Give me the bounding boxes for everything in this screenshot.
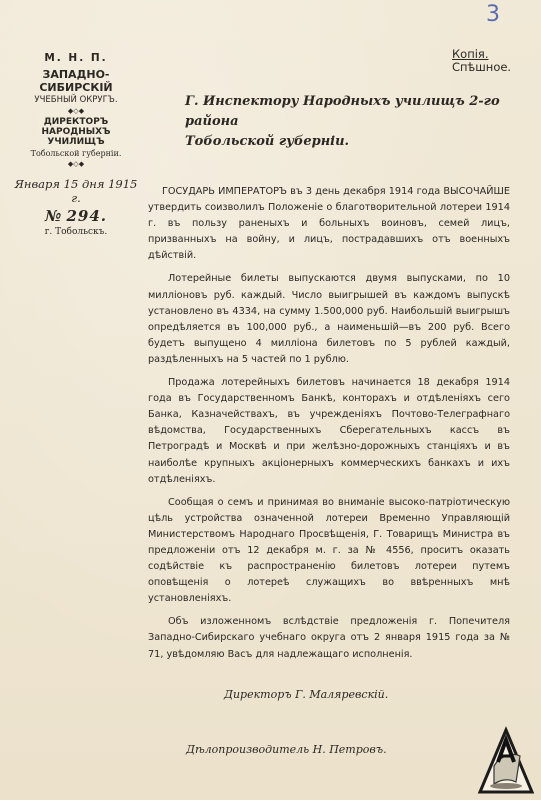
archive-page-number: 3	[486, 2, 500, 27]
city-name: г. Тобольскъ.	[44, 227, 108, 237]
addressee	[185, 92, 525, 152]
paragraph-2: Лотерейные билеты выпускаются двумя выпусками, по 10 милліоновъ руб. каждый. Число выигрышей въ каждомъ выпускѣ установлено въ 4334, на сумму 1.500,000 руб. Наибольшій выигрышъ опредѣляется въ 100,000 руб., а наименьшій—въ 200 руб. Всего будетъ выпущено 4 милліона билетовъ по 5 рублей каждый, раздѣленныхъ на 5 частей по 1 рублю.	[148, 273, 510, 365]
district-name: ЗАПАДНО-СИБИРСКІЙ	[39, 68, 113, 94]
paragraph-1: ГОСУДАРЬ ИМПЕРАТОРЪ въ 3 день декабря 1914 года ВЫСОЧАЙШЕ утвердить соизволилъ Положеніе о благотворительной лотереи 1914 г. въ пользу раненыхъ и больныхъ воиновъ, семей лицъ, призванныхъ на войну, и лицъ, пострадавшихъ отъ военныхъ дѣйствій.	[148, 186, 510, 262]
province-name: Тобольской губерніи.	[30, 149, 122, 158]
paragraph-4: Сообщая о семъ и принимая во вниманіе высоко-патріотическую цѣль устройства означенной лотереи Временно Управляющій Министерствомъ Народнаго Просвѣщенія, Г. Товарищъ Министра въ предложеніи отъ 12 декабря м. г. за № 4556, проситъ оказать содѣйствіе къ распространенію билетовъ лотереи путемъ оповѣщенія о лотереѣ служащихъ во ввѣренныхъ мнѣ установленіяхъ.	[148, 496, 510, 605]
document-number	[14, 207, 138, 225]
paragraph-5: Объ изложенномъ вслѣдствіе предложенія г. Попечителя Западно-Сибирскаго учебнаго округа отъ 2 января 1915 года за № 71, увѣдомляю Васъ для надлежащаго исполненія.	[148, 616, 510, 660]
archive-logo-icon	[476, 726, 536, 796]
clerk-signature: Дѣлопроизводитель Н. Петровъ.	[186, 743, 387, 756]
copy-stamp	[452, 48, 511, 74]
copy-stamp-line2: Спѣшное.	[452, 60, 512, 74]
district-type: УЧЕБНЫЙ ОКРУГЪ.	[34, 95, 118, 105]
number-sign: №	[44, 207, 62, 225]
paragraph-3: Продажа лотерейныхъ билетовъ начинается 18 декабря 1914 года въ Государственномъ Банкѣ, конторахъ и отдѣленіяхъ сего Банка, Казначействахъ, въ учрежденіяхъ Почтово-Телеграфнаго вѣдомства, Государственныхъ Сберегательныхъ кассъ въ Петроградѣ и Москвѣ и при желѣзно-дорожныхъ станціяхъ и въ наиболѣе крупныхъ акціонерныхъ коммерческихъ банкахъ и ихъ отдѣленіяхъ.	[148, 377, 510, 485]
ornament-divider-2: ◆◇◆	[67, 160, 85, 168]
document-date: Января 15 дня 1915 г.	[14, 177, 138, 205]
number-value: 294.	[66, 207, 108, 225]
director-signature: Директоръ Г. Маляревскій.	[224, 688, 389, 701]
addressee-line2: Тобольской губерніи.	[185, 134, 350, 149]
ministry-abbrev: М. Н. П.	[44, 52, 108, 64]
copy-stamp-line1: Копія.	[452, 47, 489, 61]
ornament-divider: ◆◇◆	[67, 107, 85, 115]
addressee-line1: Г. Инспектору Народныхъ училищъ 2-го района	[185, 94, 500, 129]
letter-body	[148, 184, 510, 670]
office-title: ДИРЕКТОРЪ НАРОДНЫХЪ УЧИЛИЩЪ	[41, 117, 111, 147]
letterhead	[14, 52, 138, 237]
